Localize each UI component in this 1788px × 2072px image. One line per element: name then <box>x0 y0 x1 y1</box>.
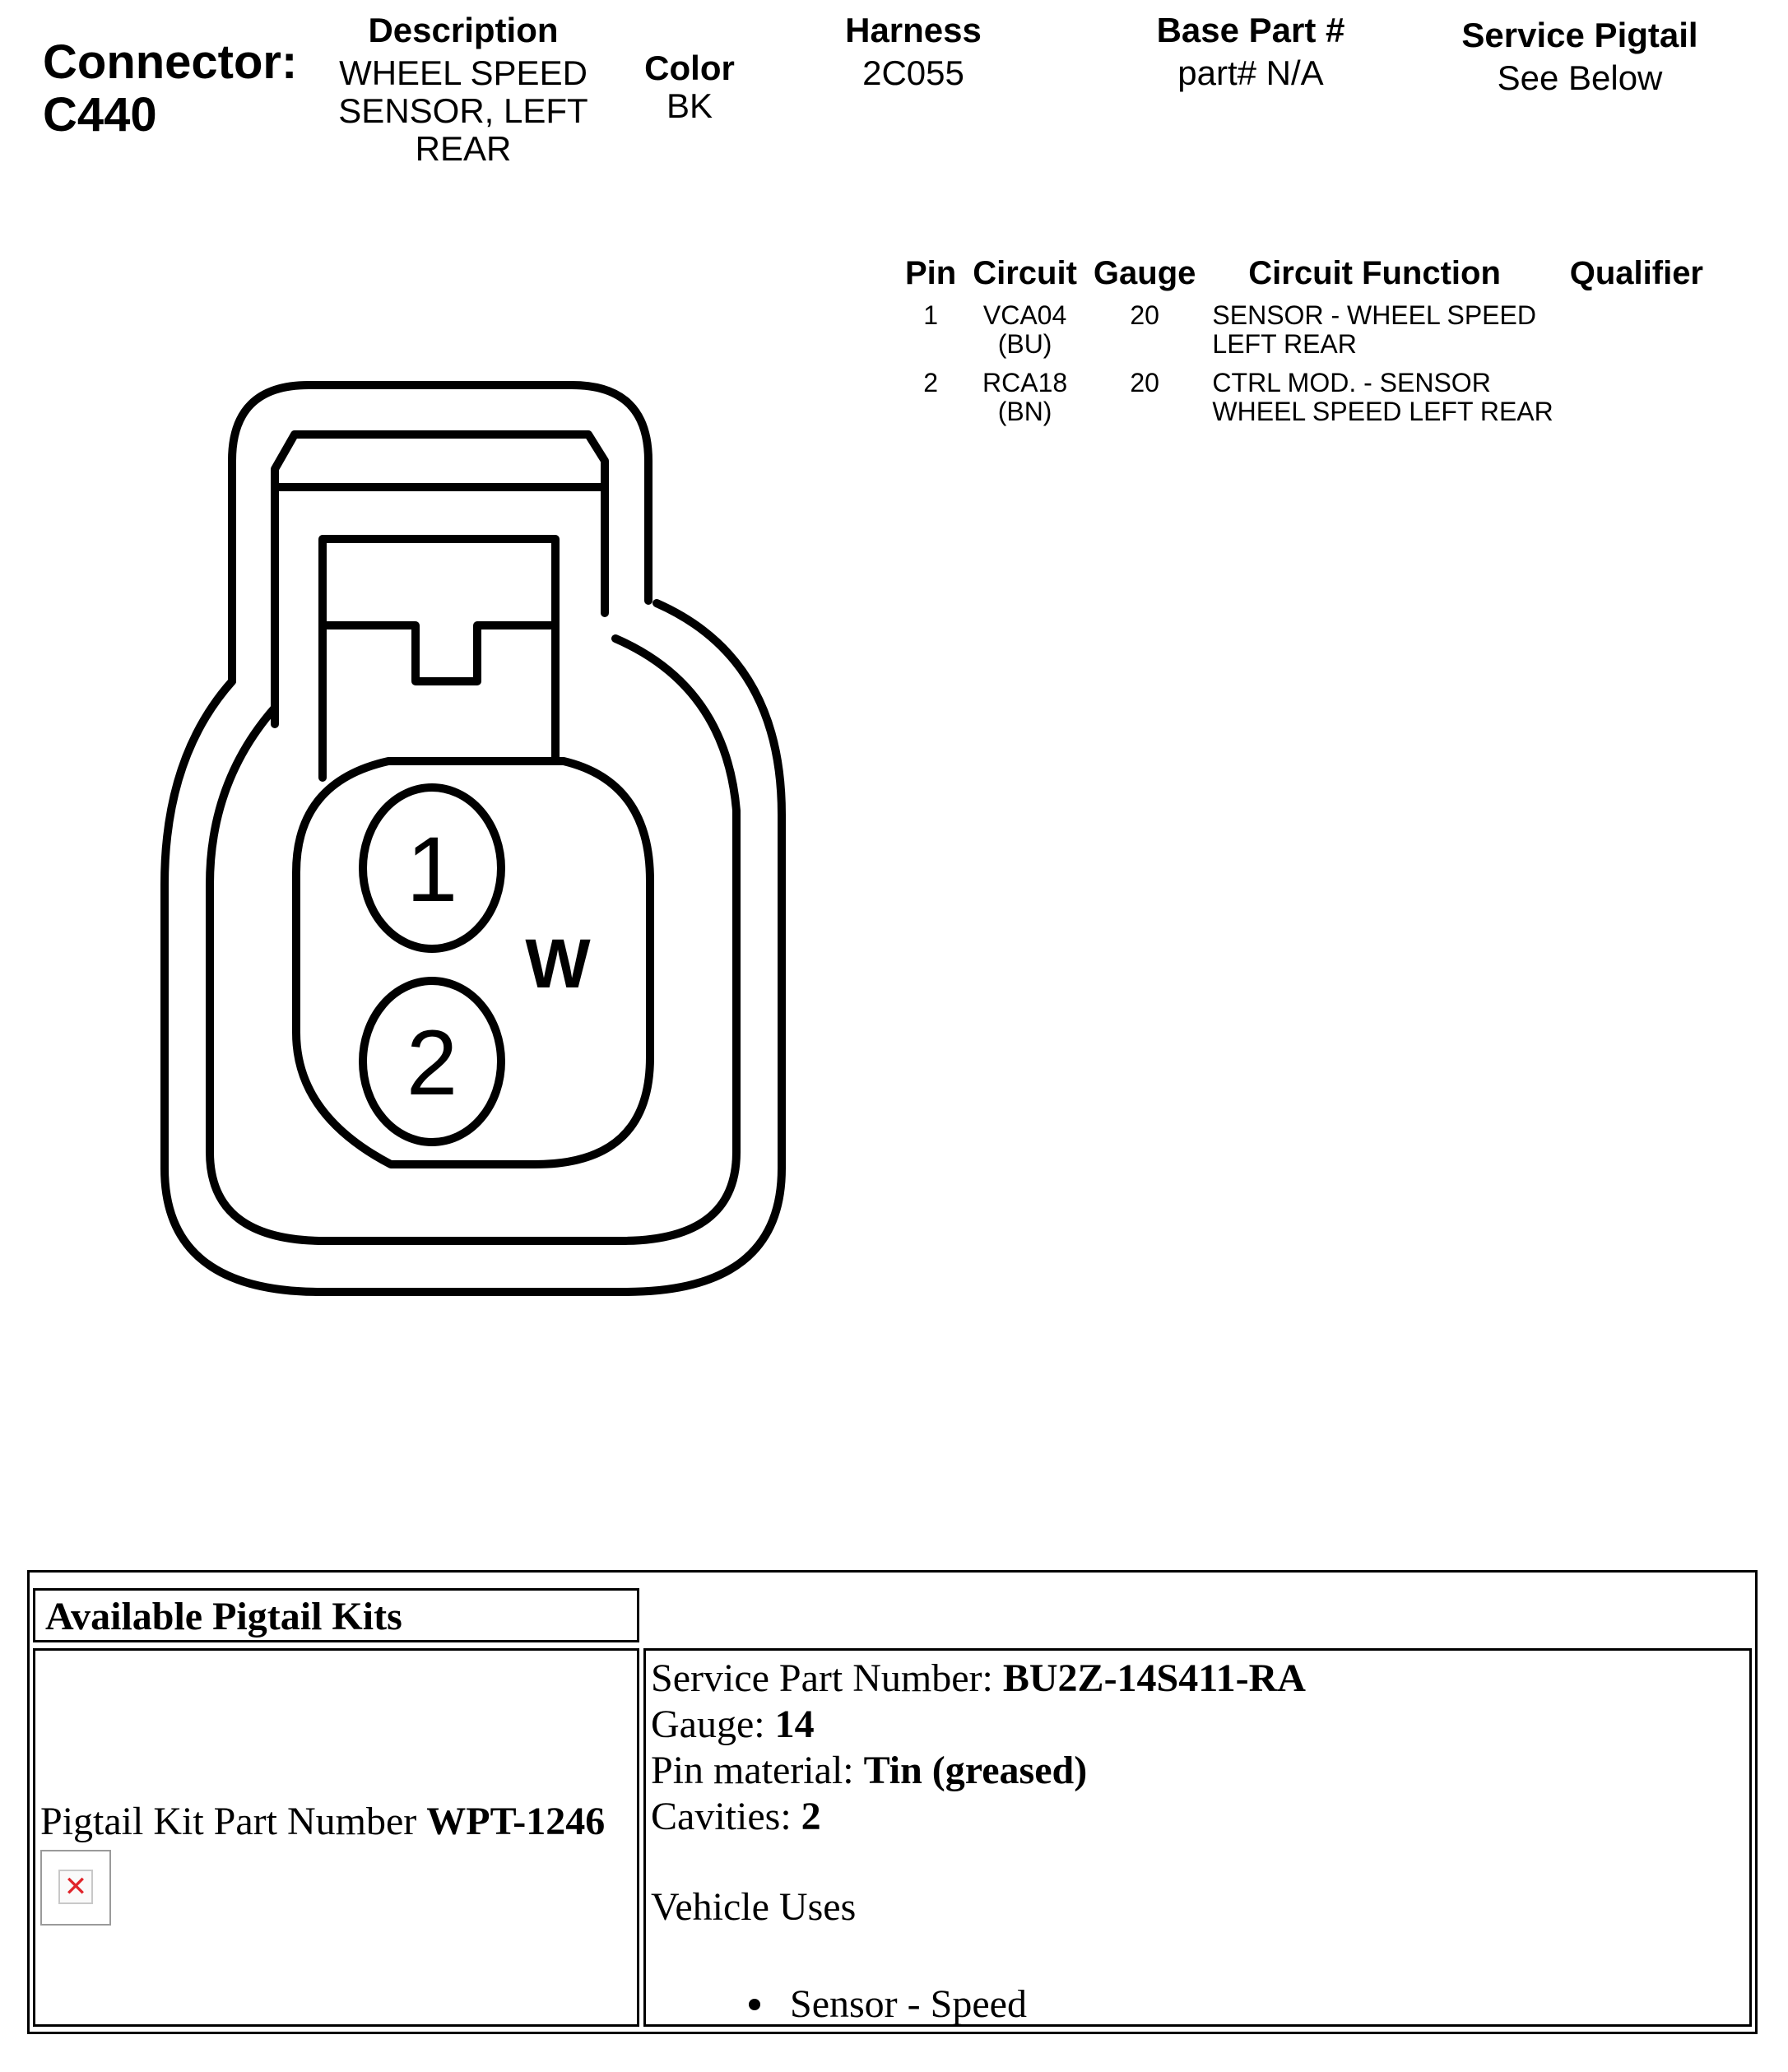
pigtail-kits-title-cell <box>33 1588 639 1642</box>
service-pigtail-label: Service Pigtail <box>1461 16 1698 54</box>
pigtail-details <box>651 1656 1306 1840</box>
connector-id: C440 <box>43 88 157 142</box>
description-column <box>323 12 603 168</box>
cavities-label: Cavities: <box>651 1795 801 1838</box>
pin-housing-outline <box>296 761 650 1164</box>
circuit-function-cell <box>1204 369 1561 436</box>
inner-body-outline <box>210 639 736 1241</box>
function-line: LEFT REAR <box>1212 329 1357 359</box>
bullet-icon <box>749 1999 760 2010</box>
harness-label: Harness <box>845 11 982 49</box>
cavities-row <box>651 1794 1306 1840</box>
vehicle-uses-list <box>749 1981 1027 2028</box>
connector-label: Connector: <box>43 35 298 89</box>
pin-cell: 2 <box>923 368 939 397</box>
description-label: Description <box>368 11 559 49</box>
pigtail-details-cell <box>643 1648 1752 2027</box>
pin-header: Pin <box>905 255 957 291</box>
service-part-row <box>651 1656 1306 1702</box>
service-part-value: BU2Z-14S411-RA <box>1002 1656 1306 1700</box>
gauge-row <box>651 1702 1306 1748</box>
latch-housing-outline <box>232 385 648 681</box>
circuit-cell <box>964 369 1085 436</box>
broken-image-icon <box>40 1850 111 1926</box>
gauge-value: 14 <box>774 1703 815 1746</box>
pin-1-label: 1 <box>406 818 458 921</box>
harness-value: 2C055 <box>862 53 964 92</box>
table-row <box>897 301 1711 369</box>
broken-image-x-icon: ✕ <box>63 1870 88 1903</box>
circuit-code: VCA04 <box>982 300 1067 330</box>
qualifier-cell <box>1562 369 1711 436</box>
release-button-notch <box>323 625 555 681</box>
pin-material-value: Tin (greased) <box>863 1749 1088 1792</box>
list-item <box>749 1981 1027 2028</box>
table-row <box>897 369 1711 436</box>
pin-material-label: Pin material: <box>651 1749 864 1792</box>
qualifier-cell <box>1562 301 1711 369</box>
circuit-cell <box>964 301 1085 369</box>
harness-column <box>806 12 1020 92</box>
broken-image-frame <box>58 1870 93 1904</box>
pin-2-label: 2 <box>406 1011 458 1114</box>
color-column <box>607 49 772 125</box>
pin-material-row <box>651 1748 1306 1794</box>
wire-color: (BU) <box>997 329 1052 359</box>
base-part-column <box>1127 12 1374 92</box>
gauge-label: Gauge: <box>651 1703 775 1746</box>
service-pigtail-column <box>1432 16 1728 97</box>
vehicle-use-text: Sensor - Speed <box>790 1982 1027 2026</box>
connector-title <box>43 36 297 142</box>
base-part-label: Base Part # <box>1156 11 1345 49</box>
pigtail-kit-cell <box>33 1648 639 2027</box>
color-label: Color <box>644 49 735 87</box>
gauge-cell: 20 <box>1130 300 1159 330</box>
function-line: WHEEL SPEED LEFT REAR <box>1212 397 1553 426</box>
wire-color: (BN) <box>997 397 1052 426</box>
service-pigtail-value: See Below <box>1497 58 1663 97</box>
service-part-label: Service Part Number: <box>651 1656 1003 1700</box>
color-value: BK <box>666 86 713 125</box>
base-part-value: part# N/A <box>1177 53 1324 92</box>
pin-table <box>897 255 1711 436</box>
connector-diagram <box>156 374 798 1304</box>
pigtail-kit-number: WPT-1246 <box>426 1800 606 1843</box>
pin-table-header <box>897 255 1711 301</box>
release-button-outline <box>323 539 555 778</box>
gauge-header: Gauge <box>1093 255 1196 291</box>
circuit-function-cell <box>1204 301 1561 369</box>
pigtail-kit-part-number <box>40 1799 605 1845</box>
description-value: WHEEL SPEED SENSOR, LEFT REAR <box>338 53 588 168</box>
pin-cell: 1 <box>923 300 939 330</box>
circuit-function-header: Circuit Function <box>1248 255 1501 291</box>
vehicle-uses-label: Vehicle Uses <box>651 1885 857 1929</box>
pigtail-kit-label: Pigtail Kit Part Number <box>40 1800 427 1843</box>
function-line: SENSOR - WHEEL SPEED <box>1212 300 1536 330</box>
qualifier-header: Qualifier <box>1569 255 1703 291</box>
function-line: CTRL MOD. - SENSOR <box>1212 368 1491 397</box>
pigtail-kits-title: Available Pigtail Kits <box>45 1595 402 1638</box>
polarity-marker: W <box>525 925 591 1002</box>
circuit-code: RCA18 <box>982 368 1068 397</box>
cavities-value: 2 <box>801 1795 821 1838</box>
circuit-header: Circuit <box>973 255 1077 291</box>
outer-body-outline <box>165 603 782 1292</box>
gauge-cell: 20 <box>1130 368 1159 397</box>
